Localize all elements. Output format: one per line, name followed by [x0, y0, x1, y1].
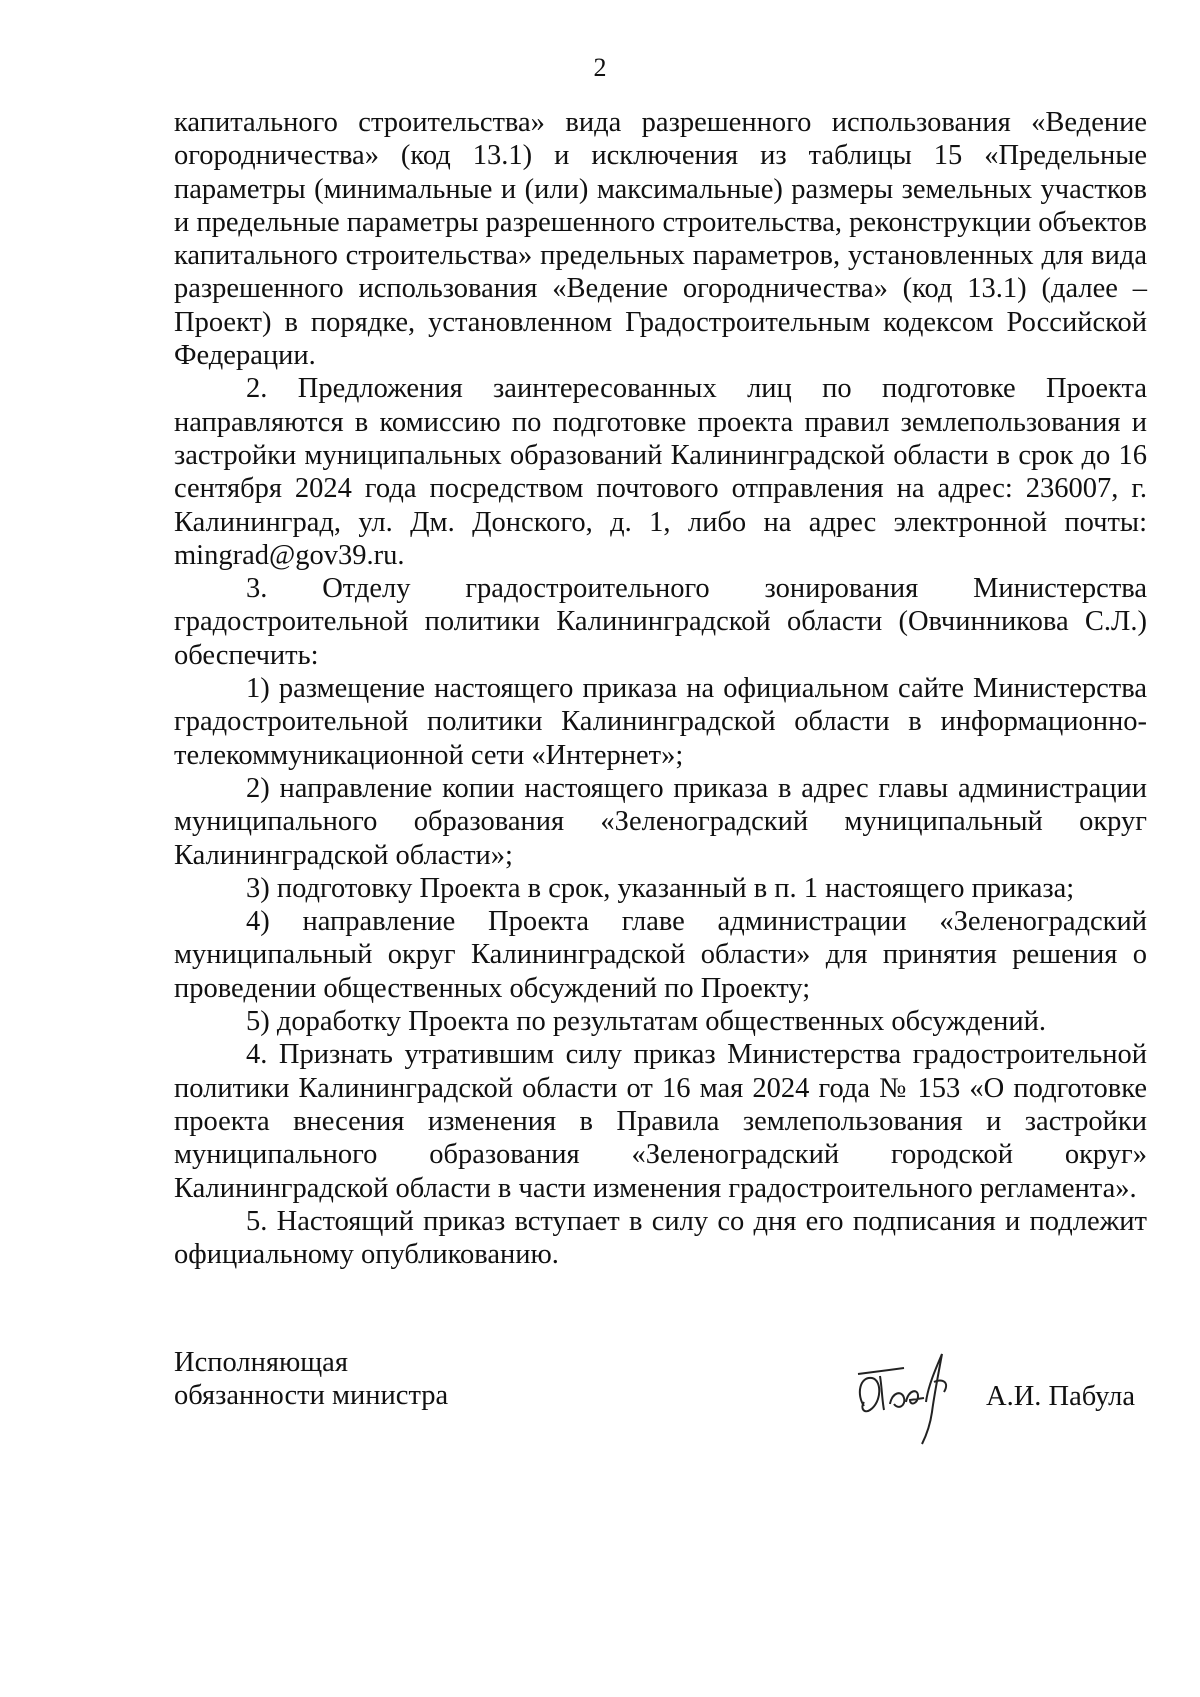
- signer-title-line2: обязанности министра: [174, 1380, 449, 1412]
- paragraph-continuation: капитального строительства» вида разрешенного использования «Ведение огородничества» (код 13.1) и исключения из таблицы 15 «Предельные параметры (минимальные и (или) максимальные) размеры земельных участков и предельные параметры разрешенного строительства, реконструкции объектов капитального строительства» предельных параметров, установленных для вида разрешенного использования «Ведение огородничества» (код 13.1) (далее – Проект) в порядке, установленном Градостроительным кодексом Российской Федерации.: [174, 107, 1147, 372]
- subitem-5: 5) доработку Проекта по результатам общественных обсуждений.: [246, 1006, 1047, 1038]
- handwritten-signature: [846, 1346, 966, 1446]
- signature-block: [174, 1346, 1147, 1456]
- subitem-1: 1) размещение настоящего приказа на официальном сайте Министерства градостроительной политики Калининградской области в информационно-телекоммуникационной сети «Интернет»;: [174, 673, 1147, 771]
- paragraph-item-4: 4. Признать утратившим силу приказ Министерства градостроительной политики Калининградской области от 16 мая 2024 года № 153 «О подготовке проекта внесения изменения в Правила землепользования и застройки муниципального образования «Зеленоградский городской округ» Калининградской области в части изменения градостроительного регламента».: [174, 1039, 1147, 1204]
- document-body: [174, 106, 1147, 1271]
- page-number: 2: [593, 53, 607, 82]
- signer-title-line1: Исполняющая: [174, 1347, 348, 1378]
- signer-name: А.И. Пабула: [986, 1381, 1136, 1412]
- subitem-2: 2) направление копии настоящего приказа в адрес главы администрации муниципального образования «Зеленоградский муниципальный округ Калининградской области»;: [174, 772, 1147, 871]
- subitem-4: 4) направление Проекта главе администрации «Зеленоградский муниципальный округ Калининградской области» для принятия решения о проведении общественных обсуждений по Проекту;: [174, 906, 1147, 1004]
- signer-title: [174, 1346, 448, 1413]
- paragraph-item-3: 3. Отделу градостроительного зонирования Министерства градостроительной политики Калининградской области (Овчинникова С.Л.) обеспечить:: [174, 573, 1147, 671]
- subitem-3: 3) подготовку Проекта в срок, указанный в п. 1 настоящего приказа;: [246, 872, 1075, 904]
- paragraph-item-2: 2. Предложения заинтересованных лиц по подготовке Проекта направляются в комиссию по подготовке проекта правил землепользования и застройки муниципальных образований Калининградской области в срок до 16 сентября 2024 года посредством почтового отправления на адрес: 236007, г. Калининград, ул. Дм. Донского, д. 1, либо на адрес электронной почты: mingrad@gov39.ru.: [174, 373, 1147, 571]
- paragraph-item-5: 5. Настоящий приказ вступает в силу со дня его подписания и подлежит официальному опубликованию.: [174, 1205, 1147, 1271]
